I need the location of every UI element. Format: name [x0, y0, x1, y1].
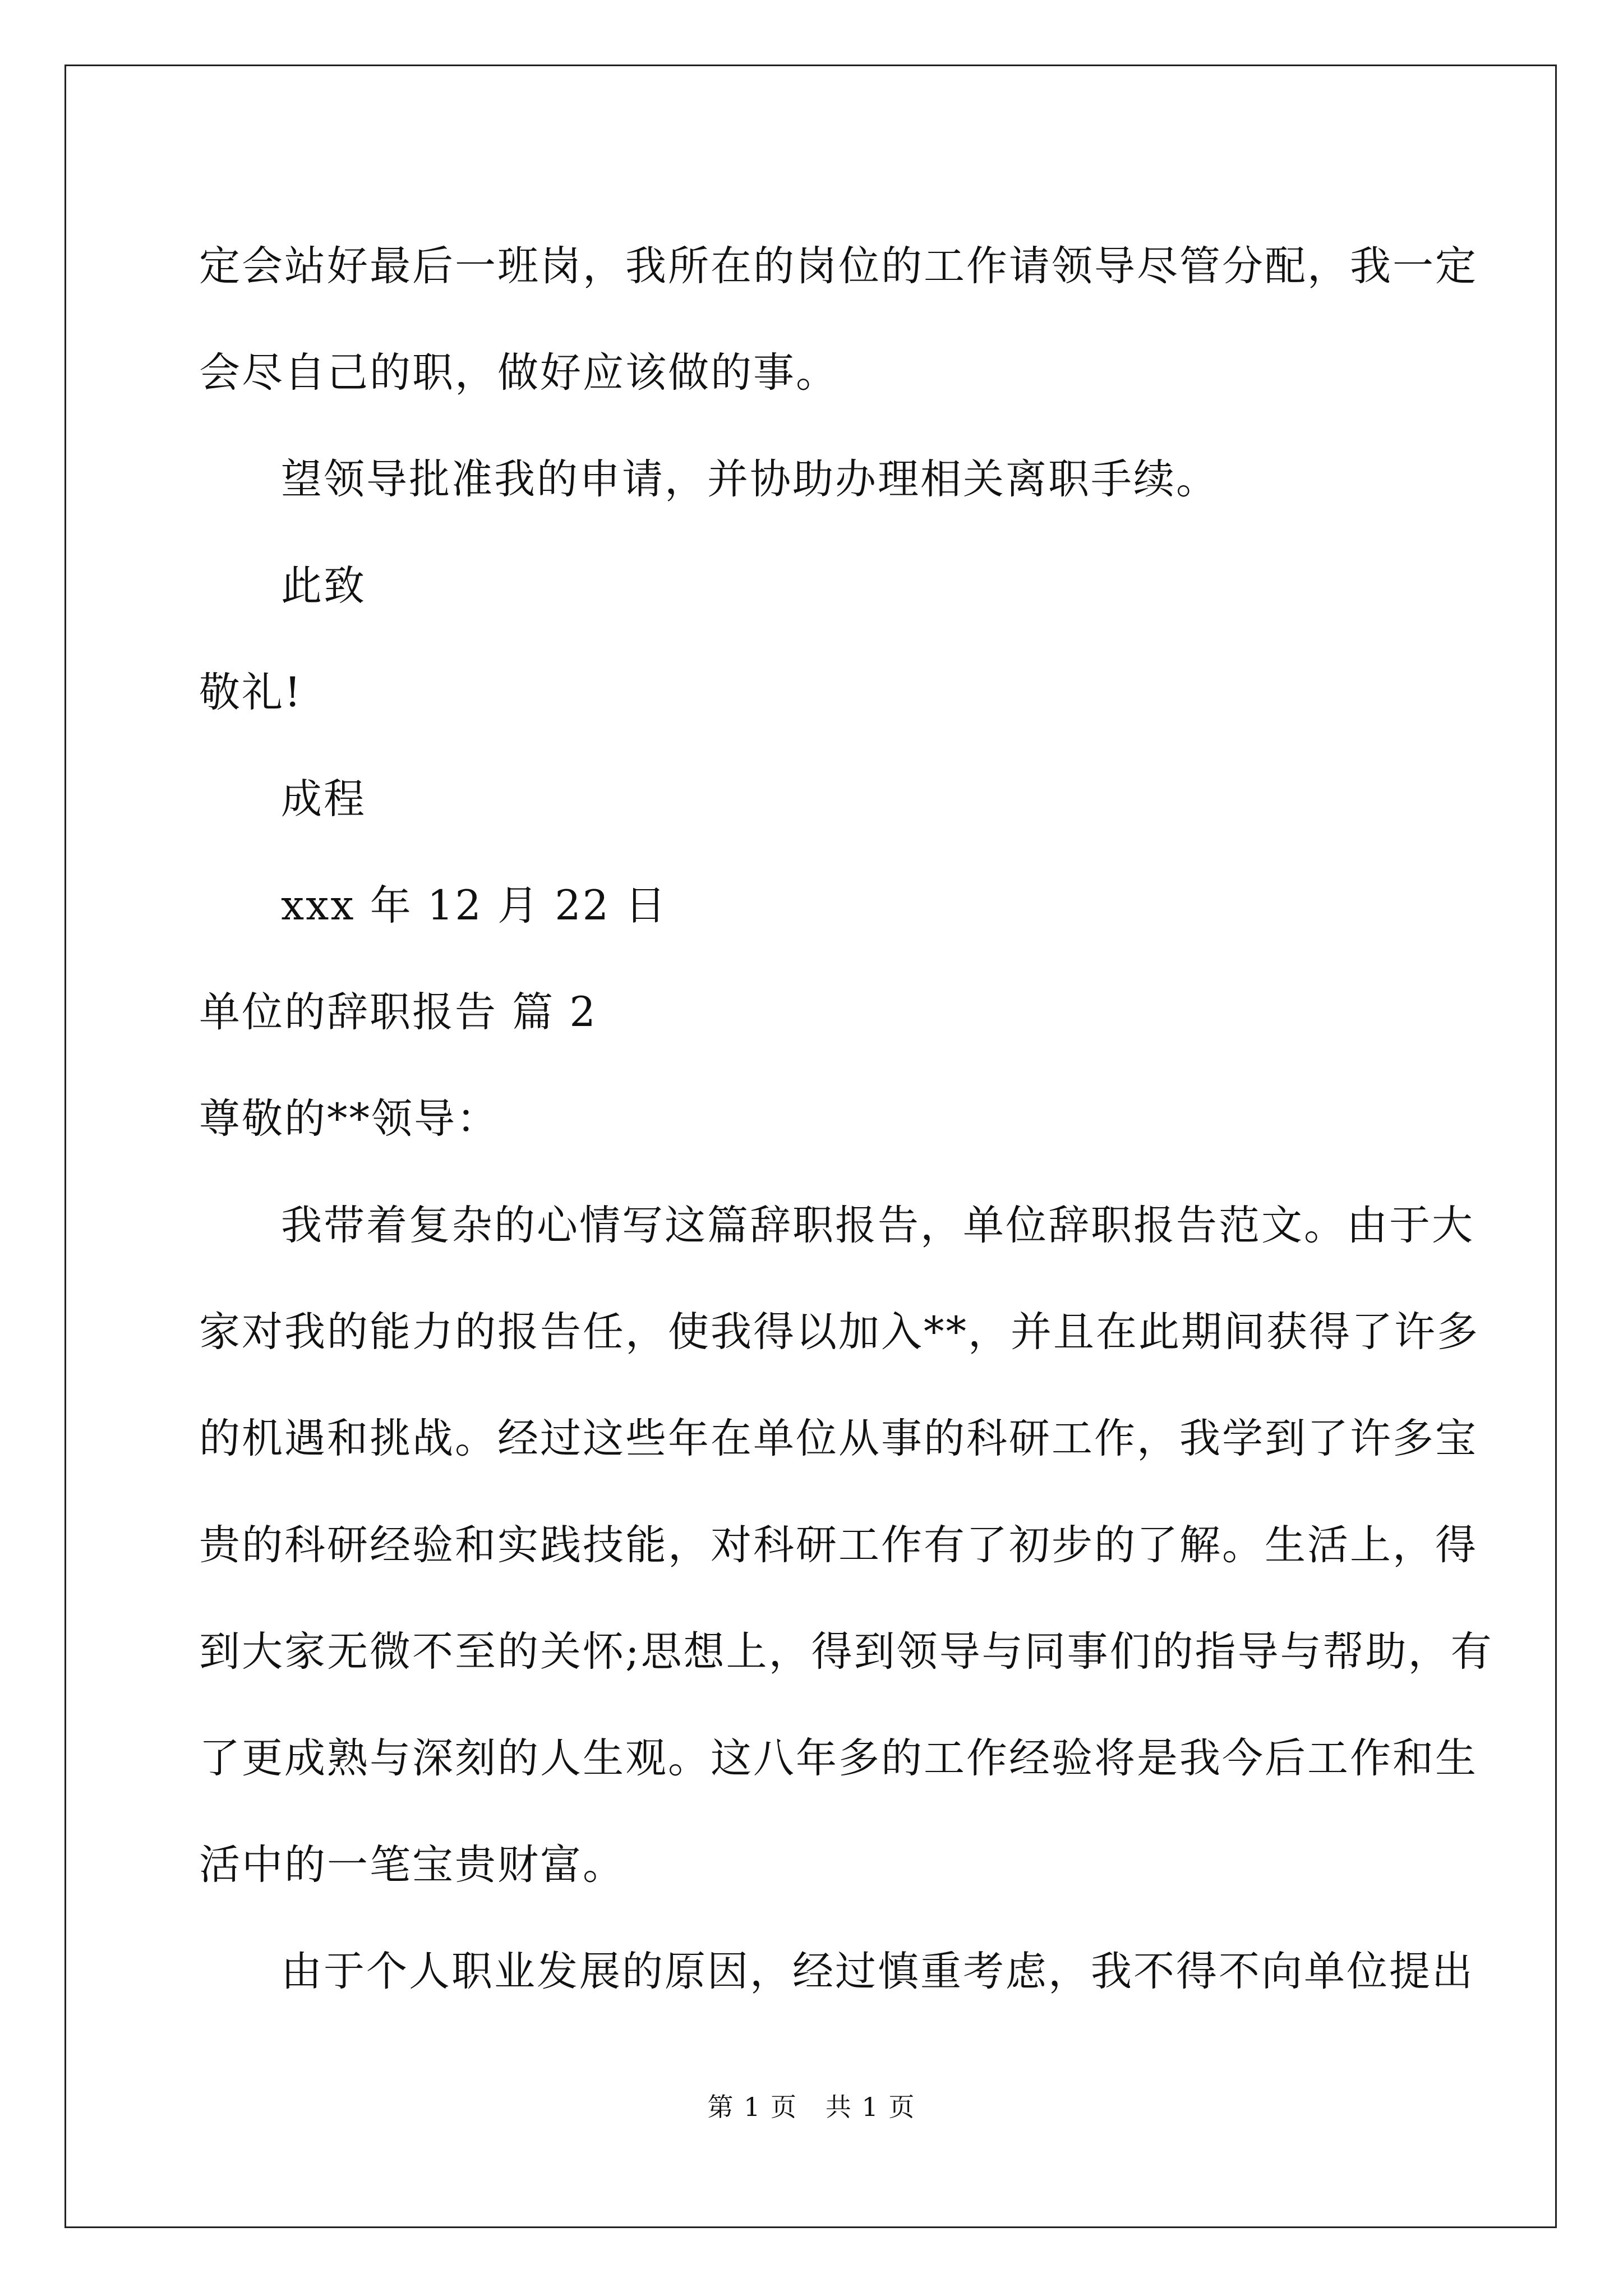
text-line: 由于个人职业发展的原因，经过慎重考虑，我不得不向单位提出 — [281, 1948, 1474, 1995]
text-line: 贵的科研经验和实践技能，对科研工作有了初步的了解。生活上，得 — [199, 1521, 1478, 1569]
document-body — [199, 213, 1493, 2025]
salutation-closing: 此致 — [281, 562, 366, 610]
page-number-footer: 第 1 页 共 1 页 — [707, 2092, 916, 2122]
letter-greeting: 尊敬的**领导： — [199, 1095, 499, 1143]
text-line: 到大家无微不至的关怀;思想上，得到领导与同事们的指导与帮助，有 — [199, 1628, 1493, 1676]
text-line: 会尽自己的职，做好应该做的事。 — [199, 349, 838, 397]
text-line: 的机遇和挑战。经过这些年在单位从事的科研工作，我学到了许多宝 — [199, 1415, 1478, 1462]
text-line: 我带着复杂的心情写这篇辞职报告，单位辞职报告范文。由于大 — [281, 1202, 1474, 1249]
text-line: 望领导批准我的申请，并协助办理相关离职手续。 — [281, 455, 1219, 503]
signature-date: xxx 年 12 月 22 日 — [281, 882, 668, 930]
text-line: 了更成熟与深刻的人生观。这八年多的工作经验将是我今后工作和生 — [199, 1734, 1478, 1782]
text-line: 定会站好最后一班岗，我所在的岗位的工作请领导尽管分配，我一定 — [199, 242, 1478, 290]
section-heading: 单位的辞职报告 篇 2 — [199, 988, 597, 1036]
salutation-regards: 敬礼! — [199, 669, 303, 716]
signature-name: 成程 — [281, 775, 366, 823]
text-line: 活中的一笔宝贵财富。 — [199, 1841, 625, 1889]
text-line: 家对我的能力的报告任，使我得以加入**，并且在此期间获得了许多 — [199, 1308, 1479, 1356]
